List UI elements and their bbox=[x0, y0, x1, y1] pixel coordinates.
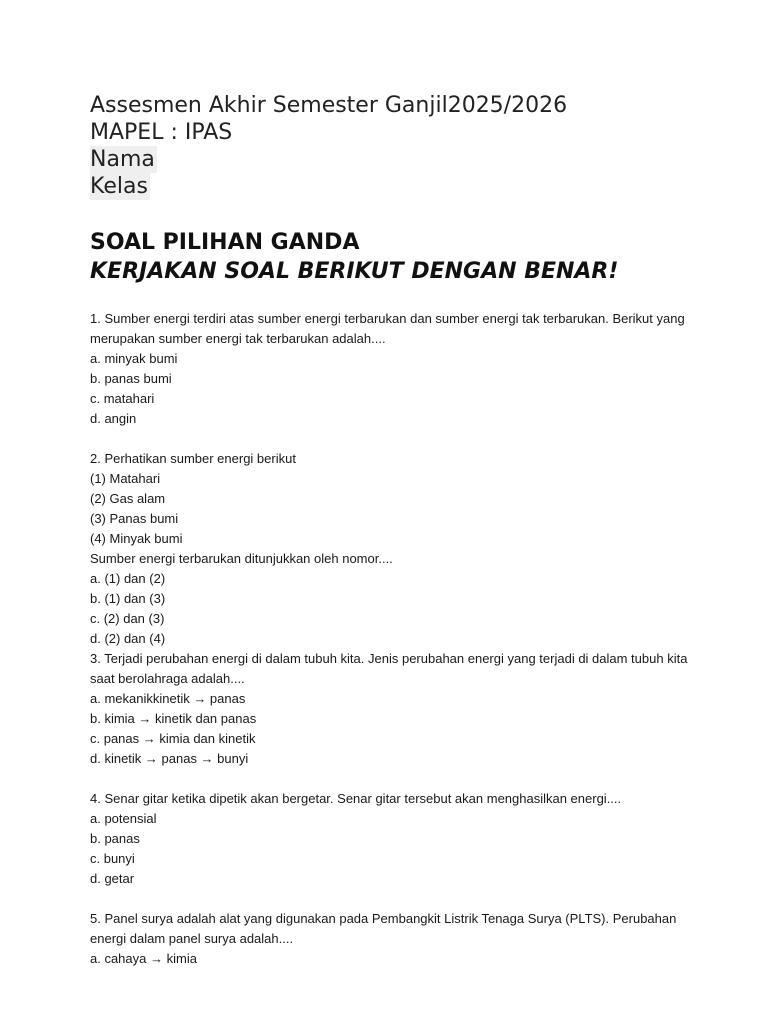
question-text: (1) Matahari bbox=[90, 471, 161, 486]
answer-option: a. (1) dan (2) bbox=[90, 571, 166, 586]
answer-option: b. (1) dan (3) bbox=[90, 591, 166, 606]
class-label: Kelas bbox=[90, 174, 148, 199]
question-text: (2) Gas alam bbox=[90, 491, 166, 506]
name-label: Nama bbox=[90, 147, 155, 172]
answer-option: c. (2) dan (3) bbox=[90, 611, 165, 626]
answer-option: d. kinetik → panas → bunyi bbox=[90, 751, 249, 766]
instruction-subheading: KERJAKAN SOAL BERIKUT DENGAN BENAR! bbox=[90, 259, 619, 284]
subject-line: MAPEL : IPAS bbox=[90, 120, 233, 145]
question-text: 4. Senar gitar ketika dipetik akan bergetar. Senar gitar tersebut akan menghasilkan energi.... bbox=[90, 791, 622, 806]
answer-option: a. cahaya → kimia bbox=[90, 951, 197, 966]
question-text: 3. Terjadi perubahan energi di dalam tubuh kita. Jenis perubahan energi yang terjadi di dalam tubuh kita bbox=[90, 651, 688, 666]
multiple-choice-heading: SOAL PILIHAN GANDA bbox=[90, 230, 360, 255]
question-text: (3) Panas bumi bbox=[90, 511, 179, 526]
question-text: 2. Perhatikan sumber energi berikut bbox=[90, 451, 296, 466]
question-list bbox=[90, 309, 690, 969]
answer-option: d. getar bbox=[90, 871, 135, 886]
question-text: saat berolahraga adalah.... bbox=[90, 671, 245, 686]
answer-option: c. bunyi bbox=[90, 851, 135, 866]
spacer bbox=[90, 769, 690, 789]
answer-option: a. minyak bumi bbox=[90, 351, 178, 366]
answer-option: a. mekanikkinetik → panas bbox=[90, 691, 246, 706]
question-item bbox=[90, 449, 690, 649]
answer-option: c. matahari bbox=[90, 391, 155, 406]
answer-option: b. kimia → kinetik dan panas bbox=[90, 711, 257, 726]
question-item bbox=[90, 649, 690, 769]
answer-option: b. panas bbox=[90, 831, 140, 846]
question-text: 1. Sumber energi terdiri atas sumber energi terbarukan dan sumber energi tak terbarukan. Berikut yang bbox=[90, 311, 685, 326]
question-text: merupakan sumber energi tak terbarukan adalah.... bbox=[90, 331, 386, 346]
question-text: (4) Minyak bumi bbox=[90, 531, 183, 546]
question-text: Sumber energi terbarukan ditunjukkan oleh nomor.... bbox=[90, 551, 393, 566]
question-item bbox=[90, 309, 690, 429]
section-heading bbox=[90, 228, 618, 286]
answer-option: c. panas → kimia dan kinetik bbox=[90, 731, 256, 746]
answer-option: a. potensial bbox=[90, 811, 157, 826]
question-text: energi dalam panel surya adalah.... bbox=[90, 931, 294, 946]
spacer bbox=[90, 889, 690, 909]
spacer bbox=[90, 429, 690, 449]
question-item bbox=[90, 789, 690, 889]
question-text: 5. Panel surya adalah alat yang digunakan pada Pembangkit Listrik Tenaga Surya (PLTS). Perubahan bbox=[90, 911, 677, 926]
name-line-wrapper bbox=[90, 146, 567, 173]
class-line-wrapper bbox=[90, 173, 567, 200]
answer-option: d. (2) dan (4) bbox=[90, 631, 166, 646]
answer-option: d. angin bbox=[90, 411, 137, 426]
exam-header bbox=[90, 92, 567, 200]
exam-title: Assesmen Akhir Semester Ganjil2025/2026 bbox=[90, 93, 568, 118]
question-item bbox=[90, 909, 690, 969]
answer-option: b. panas bumi bbox=[90, 371, 172, 386]
